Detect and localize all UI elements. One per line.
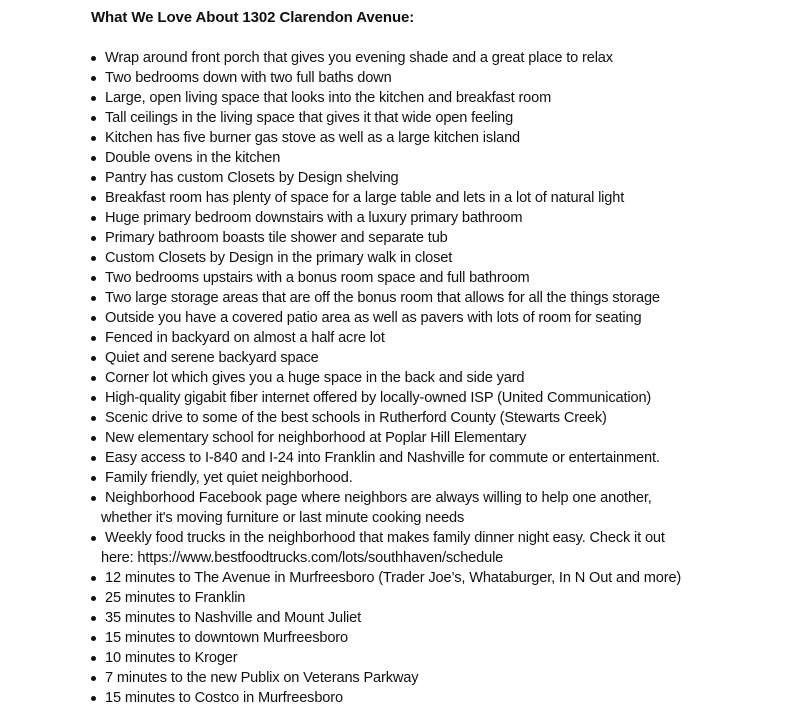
list-item	[91, 208, 791, 228]
bullet-icon	[91, 196, 96, 201]
list-item	[91, 568, 791, 588]
bullet-icon	[91, 676, 96, 681]
bullet-icon	[91, 376, 96, 381]
bullet-icon	[91, 256, 96, 261]
list-item	[91, 608, 791, 628]
bullet-icon	[91, 276, 96, 281]
bullet-icon	[91, 536, 96, 541]
list-item-text: Fenced in backyard on almost a half acre lot	[105, 330, 385, 346]
list-item-text: 10 minutes to Kroger	[105, 650, 238, 666]
list-item-text: Family friendly, yet quiet neighborhood.	[105, 470, 353, 486]
list-item-text: 7 minutes to the new Publix on Veterans Parkway	[105, 670, 419, 686]
list-item-text: Corner lot which gives you a huge space in the back and side yard	[105, 370, 525, 386]
list-item	[91, 388, 791, 408]
list-item-text: Easy access to I-840 and I-24 into Franklin and Nashville for commute or entertainment.	[105, 450, 660, 466]
bullet-icon	[91, 616, 96, 621]
bullet-icon	[91, 216, 96, 221]
list-item-text: 15 minutes to downtown Murfreesboro	[105, 630, 348, 646]
list-item	[91, 308, 791, 328]
bullet-icon	[91, 456, 96, 461]
list-item-text: Wrap around front porch that gives you evening shade and a great place to relax	[105, 50, 613, 66]
list-item-text: 35 minutes to Nashville and Mount Juliet	[105, 610, 362, 626]
list-item-text: Large, open living space that looks into the kitchen and breakfast room	[105, 90, 552, 106]
list-item-text: Quiet and serene backyard space	[105, 350, 319, 366]
bullet-icon	[91, 96, 96, 101]
list-item	[91, 488, 791, 528]
list-item-text: Outside you have a covered patio area as well as pavers with lots of room for seating	[105, 310, 642, 326]
bullet-icon	[91, 496, 96, 501]
bullet-icon	[91, 296, 96, 301]
bullet-icon	[91, 476, 96, 481]
list-item	[91, 408, 791, 428]
list-item	[91, 88, 791, 108]
list-item-text: Primary bathroom boasts tile shower and separate tub	[105, 230, 448, 246]
list-item	[91, 468, 791, 488]
document	[91, 8, 791, 708]
list-item	[91, 588, 791, 608]
list-item	[91, 528, 791, 568]
bullet-icon	[91, 76, 96, 81]
list-item	[91, 328, 791, 348]
bullet-icon	[91, 576, 96, 581]
list-item	[91, 188, 791, 208]
bullet-icon	[91, 416, 96, 421]
list-item-text: Two bedrooms upstairs with a bonus room space and full bathroom	[105, 270, 530, 286]
bullet-icon	[91, 156, 96, 161]
bullet-icon	[91, 356, 96, 361]
list-item-text: Tall ceilings in the living space that gives it that wide open feeling	[105, 110, 514, 126]
document-title: What We Love About 1302 Clarendon Avenue:	[91, 9, 415, 26]
bullet-icon	[91, 636, 96, 641]
list-item	[91, 148, 791, 168]
bullet-icon	[91, 236, 96, 241]
list-item	[91, 628, 791, 648]
list-item-continuation: whether it's moving furniture or last minute cooking needs	[101, 510, 465, 526]
list-item	[91, 668, 791, 688]
bullet-icon	[91, 696, 96, 701]
list-item-text: Neighborhood Facebook page where neighbors are always willing to help one another,	[105, 490, 652, 506]
list-item-text: Custom Closets by Design in the primary walk in closet	[105, 250, 453, 266]
list-item-text: Weekly food trucks in the neighborhood that makes family dinner night easy. Check it out	[105, 530, 665, 546]
bullet-icon	[91, 336, 96, 341]
bullet-icon	[91, 596, 96, 601]
list-item	[91, 448, 791, 468]
bullet-icon	[91, 56, 96, 61]
bullet-icon	[91, 116, 96, 121]
list-item	[91, 228, 791, 248]
list-item-text: 25 minutes to Franklin	[105, 590, 246, 606]
list-item-text: Two bedrooms down with two full baths down	[105, 70, 392, 86]
bullet-icon	[91, 396, 96, 401]
list-item-text: Breakfast room has plenty of space for a large table and lets in a lot of natural light	[105, 190, 625, 206]
list-item	[91, 68, 791, 88]
list-item-text: High-quality gigabit fiber internet offered by locally-owned ISP (United Communication)	[105, 390, 652, 406]
list-item-text: Two large storage areas that are off the bonus room that allows for all the things storage	[105, 290, 660, 306]
list-item	[91, 368, 791, 388]
list-item	[91, 248, 791, 268]
list-item-text: Kitchen has five burner gas stove as well as a large kitchen island	[105, 130, 521, 146]
bullet-icon	[91, 436, 96, 441]
list-item-continuation: here: https://www.bestfoodtrucks.com/lots/southhaven/schedule	[101, 550, 504, 566]
list-item-text: Huge primary bedroom downstairs with a luxury primary bathroom	[105, 210, 523, 226]
bullet-icon	[91, 656, 96, 661]
list-item-text: New elementary school for neighborhood at Poplar Hill Elementary	[105, 430, 527, 446]
list-item-text: Double ovens in the kitchen	[105, 150, 281, 166]
list-item-text: 15 minutes to Costco in Murfreesboro	[105, 690, 343, 706]
bullet-icon	[91, 316, 96, 321]
list-item-text: Scenic drive to some of the best schools in Rutherford County (Stewarts Creek)	[105, 410, 607, 426]
list-item	[91, 348, 791, 368]
list-item	[91, 268, 791, 288]
list-item	[91, 688, 791, 708]
list-item-text: 12 minutes to The Avenue in Murfreesboro (Trader Joe’s, Whataburger, In N Out and more)	[105, 570, 682, 586]
bullet-icon	[91, 176, 96, 181]
list-item	[91, 128, 791, 148]
feature-list	[91, 48, 791, 708]
list-item-text: Pantry has custom Closets by Design shelving	[105, 170, 399, 186]
list-item	[91, 48, 791, 68]
list-item	[91, 428, 791, 448]
bullet-icon	[91, 136, 96, 141]
list-item	[91, 168, 791, 188]
list-item	[91, 108, 791, 128]
list-item	[91, 648, 791, 668]
list-item	[91, 288, 791, 308]
